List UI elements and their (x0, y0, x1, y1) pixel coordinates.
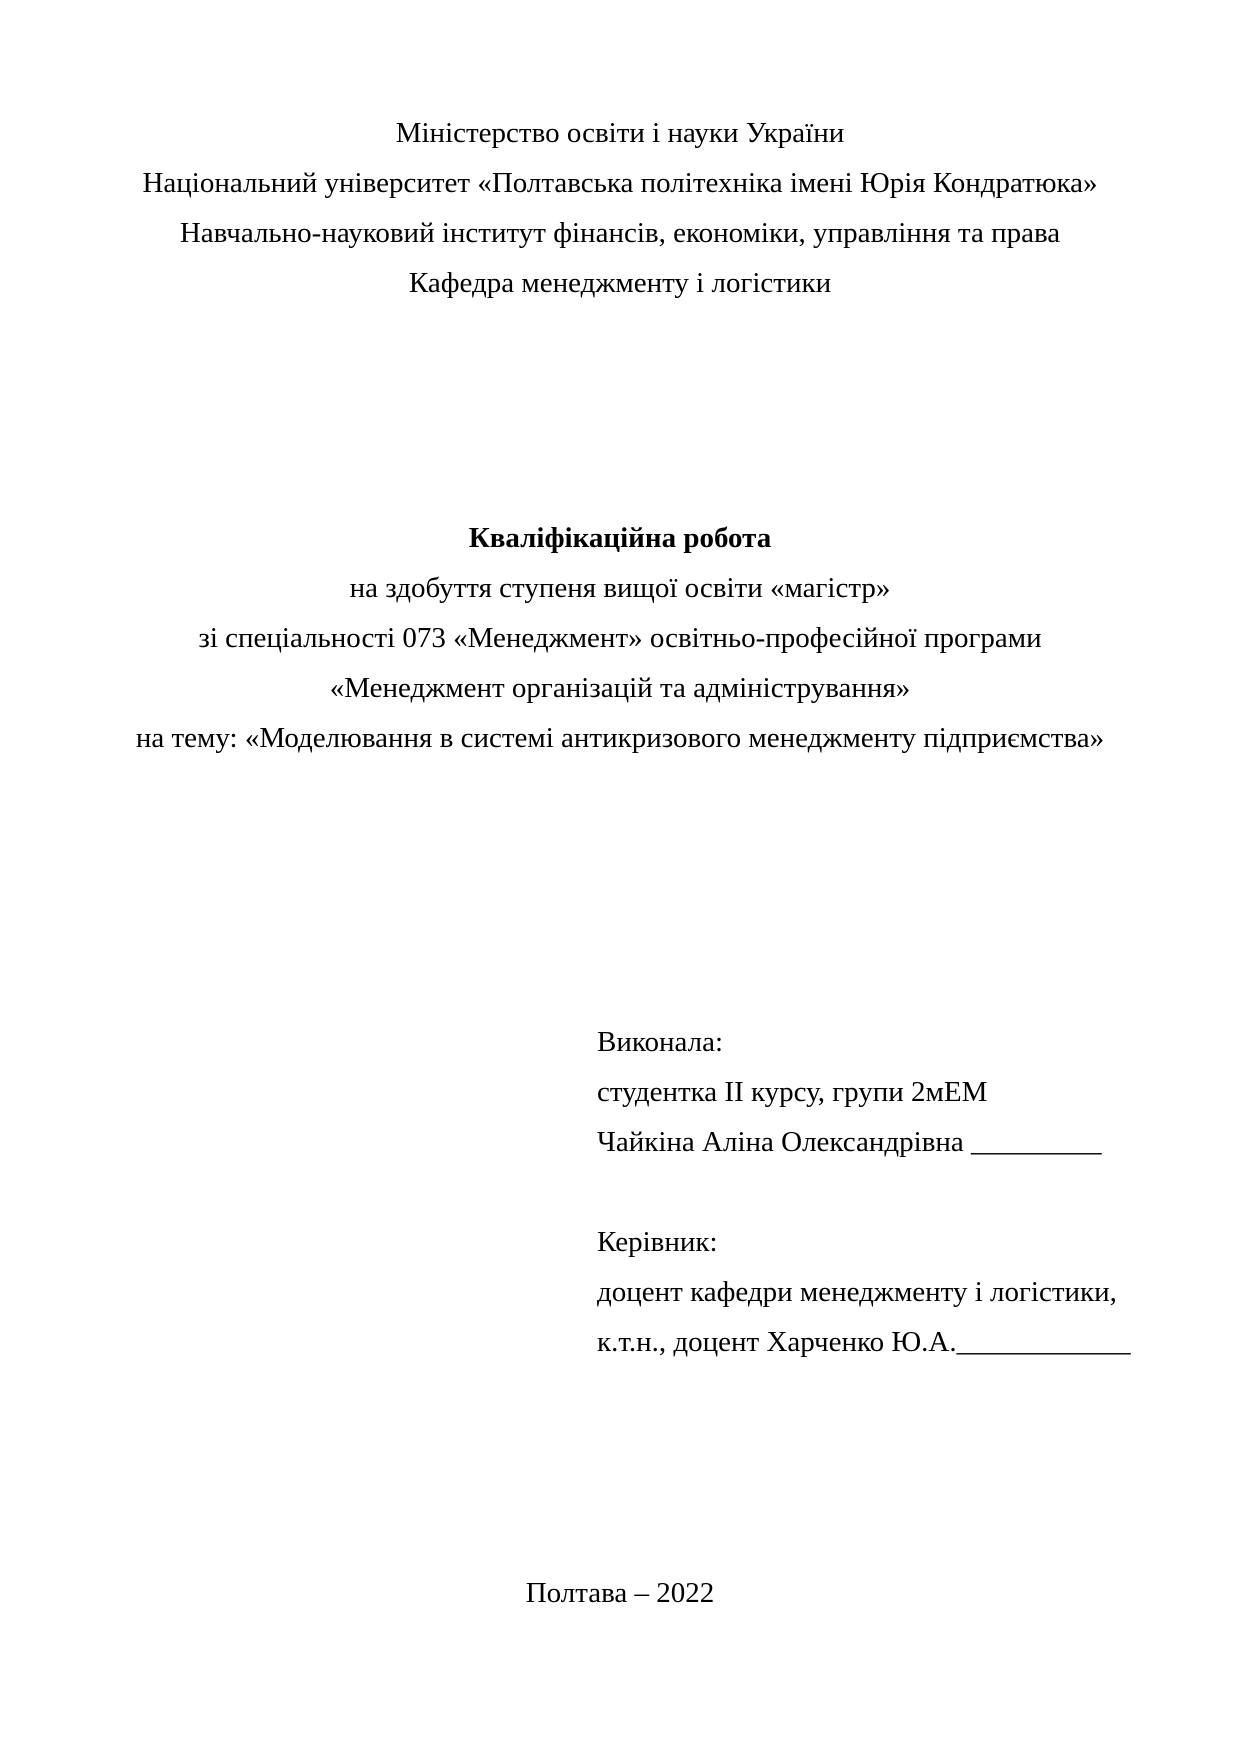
executor-name-line: Чайкіна Аліна Олександрівна _________ (597, 1126, 1102, 1158)
supervisor-position-line: доцент кафедри менеджменту і логістики, (597, 1276, 1117, 1308)
work-title: Кваліфікаційна робота (468, 522, 772, 554)
executor-label: Виконала: (597, 1026, 724, 1058)
title-block (0, 513, 1240, 763)
spacer (0, 308, 1240, 513)
ministry-line: Міністерство освіти і науки України (395, 117, 845, 149)
degree-line: на здобуття ступеня вищої освіти «магістр» (349, 572, 891, 604)
program-line: «Менеджмент організацій та адміністрування» (329, 672, 911, 704)
city-year-line: Полтава – 2022 (525, 1577, 715, 1609)
header-block (0, 108, 1240, 308)
spacer (0, 1367, 1240, 1568)
blank-line (597, 1167, 1240, 1217)
topic-line: на тему: «Моделювання в системі антикризового менеджменту підприємства» (135, 722, 1105, 754)
institute-line: Навчально-науковий інститут фінансів, економіки, управління та права (179, 217, 1061, 249)
footer-block (0, 1568, 1240, 1618)
supervisor-label: Керівник: (597, 1226, 718, 1258)
specialty-line: зі спеціальності 073 «Менеджмент» освітньо-професійної програми (198, 622, 1042, 654)
department-line: Кафедра менеджменту і логістики (408, 267, 832, 299)
signature-block (597, 1017, 1240, 1367)
executor-group-line: студентка ІІ курсу, групи 2мЕМ (597, 1076, 988, 1108)
supervisor-name-line: к.т.н., доцент Харченко Ю.А.____________ (597, 1326, 1131, 1358)
spacer (0, 763, 1240, 1017)
university-line: Національний університет «Полтавська політехніка імені Юрія Кондратюка» (142, 167, 1098, 199)
